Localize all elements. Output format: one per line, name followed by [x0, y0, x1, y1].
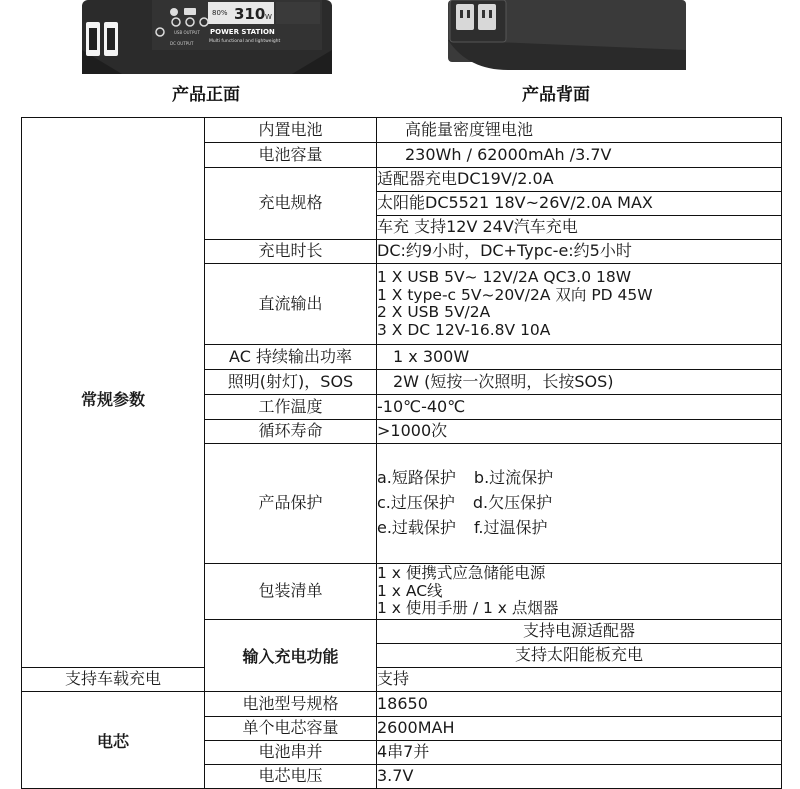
value-cell	[377, 264, 782, 345]
value-cell: 高能量密度锂电池	[377, 118, 782, 143]
value-cell: 4串7并	[377, 741, 782, 765]
usb-output-label: USB OUTPUT	[174, 30, 200, 35]
param-cell: 照明(射灯)，SOS	[205, 370, 377, 395]
param-cell: 充电时长	[205, 240, 377, 264]
param-cell: 电芯电压	[205, 765, 377, 789]
value-cell: 3.7V	[377, 765, 782, 789]
value-cell: -10℃-40℃	[377, 395, 782, 420]
value-cell: 适配器充电DC19V/2.0A	[377, 168, 782, 192]
value-cell: 2600MAH	[377, 717, 782, 741]
category-cell: 常规参数	[22, 118, 205, 668]
param-cell: 直流输出	[205, 264, 377, 345]
value-line: 1 X USB 5V~ 12V/2A QC3.0 18W	[377, 268, 632, 286]
param-cell: 产品保护	[205, 444, 377, 564]
value-cell: 230Wh / 62000mAh /3.7V	[377, 143, 782, 168]
protection-item: d.欠压保护	[472, 493, 553, 513]
param-cell: 内置电池	[205, 118, 377, 143]
param-cell: 电池串并	[205, 741, 377, 765]
value-line: 1 x 便携式应急储能电源	[377, 564, 546, 583]
value-cell: 1 x 300W	[377, 345, 782, 370]
param-cell: 充电规格	[205, 168, 377, 240]
spec-table	[21, 117, 782, 789]
value-line: 3 X DC 12V-16.8V 10A	[377, 320, 551, 339]
product-back-image	[448, 0, 686, 72]
param-cell: 包装清单	[205, 564, 377, 620]
product-front-image	[82, 0, 332, 78]
value-cell	[377, 564, 782, 620]
table-row	[22, 668, 782, 692]
value-cell: 2W (短按一次照明，长按SOS)	[377, 370, 782, 395]
display-value-text: 310	[234, 5, 266, 23]
value-line: 1 x AC线	[377, 581, 443, 600]
value-line: 1 x 使用手册 / 1 x 点烟器	[377, 599, 559, 618]
brand-title: POWER STATION	[210, 28, 275, 36]
display-unit-text: W	[265, 13, 272, 21]
protection-line	[377, 495, 781, 512]
param-cell: 电池容量	[205, 143, 377, 168]
dc-output-label: DC OUTPUT	[170, 41, 194, 46]
value-cell: DC:约9小时，DC+Typc-e:约5小时	[377, 240, 782, 264]
protection-line	[377, 470, 781, 487]
param-cell: 循环寿命	[205, 420, 377, 444]
back-caption: 产品背面	[522, 85, 590, 105]
param-cell: 支持车载充电	[22, 668, 205, 692]
table-row	[22, 692, 782, 717]
protection-item: f.过温保护	[473, 517, 548, 537]
param-cell: 工作温度	[205, 395, 377, 420]
value-cell: 车充 支持12V 24V汽车充电	[377, 216, 782, 240]
value-cell	[377, 444, 782, 564]
value-cell: 18650	[377, 692, 782, 717]
param-cell: AC 持续输出功率	[205, 345, 377, 370]
protection-line	[377, 517, 781, 537]
value-line: 1 X type-c 5V~20V/2A 双向 PD 45W	[377, 285, 653, 304]
value-line: 2 X USB 5V/2A	[377, 303, 491, 321]
category-cell: 电芯	[22, 692, 205, 789]
param-cell: 支持太阳能板充电	[377, 644, 782, 668]
table-row	[22, 118, 782, 143]
protection-item: b.过流保护	[473, 468, 554, 488]
display-mode-text: 80%	[212, 9, 228, 17]
param-cell: 单个电芯容量	[205, 717, 377, 741]
param-cell: 支持电源适配器	[377, 620, 782, 644]
param-cell: 电池型号规格	[205, 692, 377, 717]
value-cell: >1000次	[377, 420, 782, 444]
brand-subtitle: Multi functional and lightweight	[209, 39, 281, 44]
protection-item: c.过压保护	[377, 493, 455, 513]
front-caption: 产品正面	[172, 85, 240, 105]
protection-item: a.短路保护	[377, 468, 456, 488]
value-cell: 支持	[377, 668, 782, 692]
category-cell: 输入充电功能	[205, 620, 377, 692]
protection-item: e.过载保护	[377, 517, 456, 537]
value-cell: 太阳能DC5521 18V~26V/2.0A MAX	[377, 192, 782, 216]
